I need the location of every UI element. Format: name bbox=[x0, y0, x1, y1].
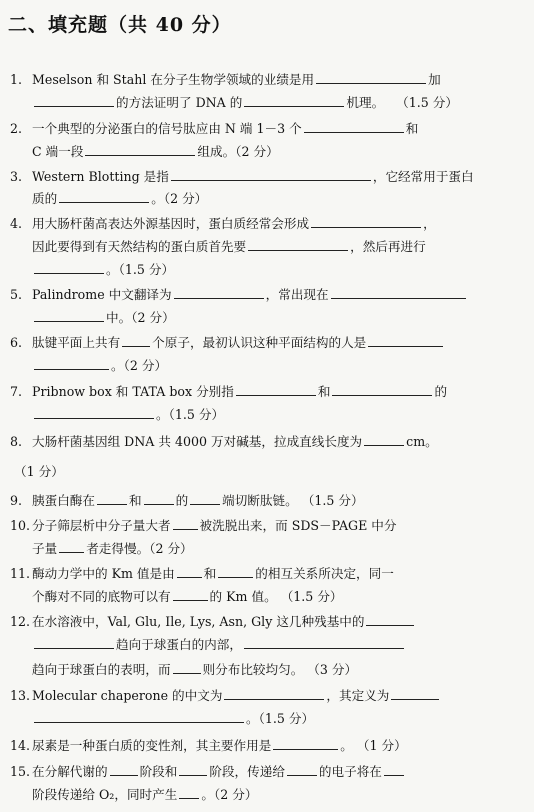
blank[interactable] bbox=[287, 762, 317, 776]
blank[interactable] bbox=[236, 382, 316, 396]
blank[interactable] bbox=[171, 167, 371, 181]
blank[interactable] bbox=[34, 356, 109, 370]
blank[interactable] bbox=[384, 762, 404, 776]
blank[interactable] bbox=[179, 762, 207, 776]
blank[interactable] bbox=[316, 70, 426, 84]
question-7-line-1: 7. Pribnow box 和 TATA box 分别指 和 的 bbox=[10, 384, 448, 399]
blank[interactable] bbox=[179, 785, 199, 799]
blank[interactable] bbox=[173, 516, 198, 530]
question-2-line-2: C 端一段 组成。（2 分） bbox=[32, 144, 279, 159]
question-10-line-2: 子量 者走得慢。（2 分） bbox=[32, 541, 193, 556]
blank[interactable] bbox=[34, 405, 154, 419]
blank[interactable] bbox=[244, 635, 404, 649]
blank[interactable] bbox=[97, 491, 127, 505]
question-4-line-2: 因此要得到有天然结构的蛋白质首先要 ，然后再进行 bbox=[32, 239, 426, 254]
question-13-line-2: 。（1.5 分） bbox=[32, 709, 314, 728]
blank[interactable] bbox=[244, 93, 344, 107]
blank[interactable] bbox=[224, 686, 324, 700]
question-14-line-1: 14. 尿素是一种蛋白质的变性剂，其主要作用是 。 （1 分） bbox=[10, 738, 407, 753]
question-12-line-2: 趋向于球蛋白的内部， bbox=[32, 635, 406, 654]
blank[interactable] bbox=[366, 612, 414, 626]
blank[interactable] bbox=[34, 93, 114, 107]
blank[interactable] bbox=[122, 333, 150, 347]
question-5-line-1: 5. Palindrome 中文翻译为 ，常出现在 bbox=[10, 285, 468, 304]
blank[interactable] bbox=[110, 762, 138, 776]
question-4-line-3: 。（1.5 分） bbox=[32, 260, 174, 279]
question-13-line-1: 13. Molecular chaperone 的中文为 ，其定义为 bbox=[10, 686, 441, 705]
blank[interactable] bbox=[311, 214, 421, 228]
blank[interactable] bbox=[331, 285, 466, 299]
blank[interactable] bbox=[34, 308, 104, 322]
question-11-line-2: 个酶对不同的底物可以有 的 Km 值。 （1.5 分） bbox=[32, 589, 343, 604]
blank[interactable] bbox=[85, 142, 195, 156]
blank[interactable] bbox=[174, 285, 264, 299]
blank[interactable] bbox=[332, 382, 432, 396]
blank[interactable] bbox=[391, 686, 439, 700]
question-2-line-1: 2. 一个典型的分泌蛋白的信号肽应由 N 端 1－3 个 和 bbox=[10, 121, 419, 136]
question-6-line-2: 。（2 分） bbox=[32, 356, 167, 375]
blank[interactable] bbox=[173, 660, 201, 674]
question-3-line-2: 质的 。（2 分） bbox=[32, 191, 208, 206]
question-10-line-1: 10. 分子筛层析中分子量大者 被洗脱出来，而 SDS－PAGE 中分 bbox=[10, 518, 397, 533]
question-4-line-1: 4. 用大肠杆菌高表达外源基因时，蛋白质经常会形成 ， bbox=[10, 216, 436, 231]
blank[interactable] bbox=[144, 491, 174, 505]
blank[interactable] bbox=[273, 736, 338, 750]
question-11-line-1: 11. 酶动力学中的 Km 值是由 和 的相互关系所决定，同一 bbox=[10, 566, 394, 581]
question-9-line-1: 9. 胰蛋白酶在 和 的 端切断肽链。 （1.5 分） bbox=[10, 493, 364, 508]
blank[interactable] bbox=[364, 432, 404, 446]
question-15-line-2: 阶段传递给 O₂，同时产生 。（2 分） bbox=[32, 787, 258, 802]
question-15-line-1: 15. 在分解代谢的 阶段和 阶段，传递给 的电子将在 bbox=[10, 762, 406, 781]
blank[interactable] bbox=[34, 260, 104, 274]
blank[interactable] bbox=[177, 564, 202, 578]
question-12-line-3: 趋向于球蛋白的表明，而 则分布比较均匀。 （3 分） bbox=[32, 662, 358, 677]
blank[interactable] bbox=[218, 564, 253, 578]
question-8-line-2: （1 分） bbox=[14, 464, 64, 479]
blank[interactable] bbox=[34, 709, 244, 723]
section-title: 二、填充题（共 40 分） bbox=[8, 14, 232, 36]
blank[interactable] bbox=[59, 539, 84, 553]
blank[interactable] bbox=[34, 635, 114, 649]
question-6-line-1: 6. 肽键平面上共有 个原子，最初认识这种平面结构的人是 bbox=[10, 333, 445, 352]
blank[interactable] bbox=[248, 237, 348, 251]
question-12-line-1: 12. 在水溶液中，Val, Glu, Ile, Lys, Asn, Gly 这几种残基中的 bbox=[10, 612, 416, 631]
question-3-line-1: 3. Western Blotting 是指 ，它经常用于蛋白 bbox=[10, 169, 474, 184]
blank[interactable] bbox=[304, 119, 404, 133]
blank[interactable] bbox=[59, 189, 149, 203]
question-5-line-2: 中。（2 分） bbox=[32, 308, 175, 327]
blank[interactable] bbox=[368, 333, 443, 347]
question-7-line-2: 。（1.5 分） bbox=[32, 405, 224, 424]
question-1-line-2: 的方法证明了 DNA 的 机理。 （1.5 分） bbox=[32, 93, 458, 112]
blank[interactable] bbox=[190, 491, 220, 505]
question-1-line-1: 1. Meselson 和 Stahl 在分子生物学领域的业绩是用 加 bbox=[10, 72, 441, 87]
question-8-line-1: 8. 大肠杆菌基因组 DNA 共 4000 万对碱基，拉成直线长度为 cm。 bbox=[10, 434, 438, 449]
blank[interactable] bbox=[173, 587, 208, 601]
